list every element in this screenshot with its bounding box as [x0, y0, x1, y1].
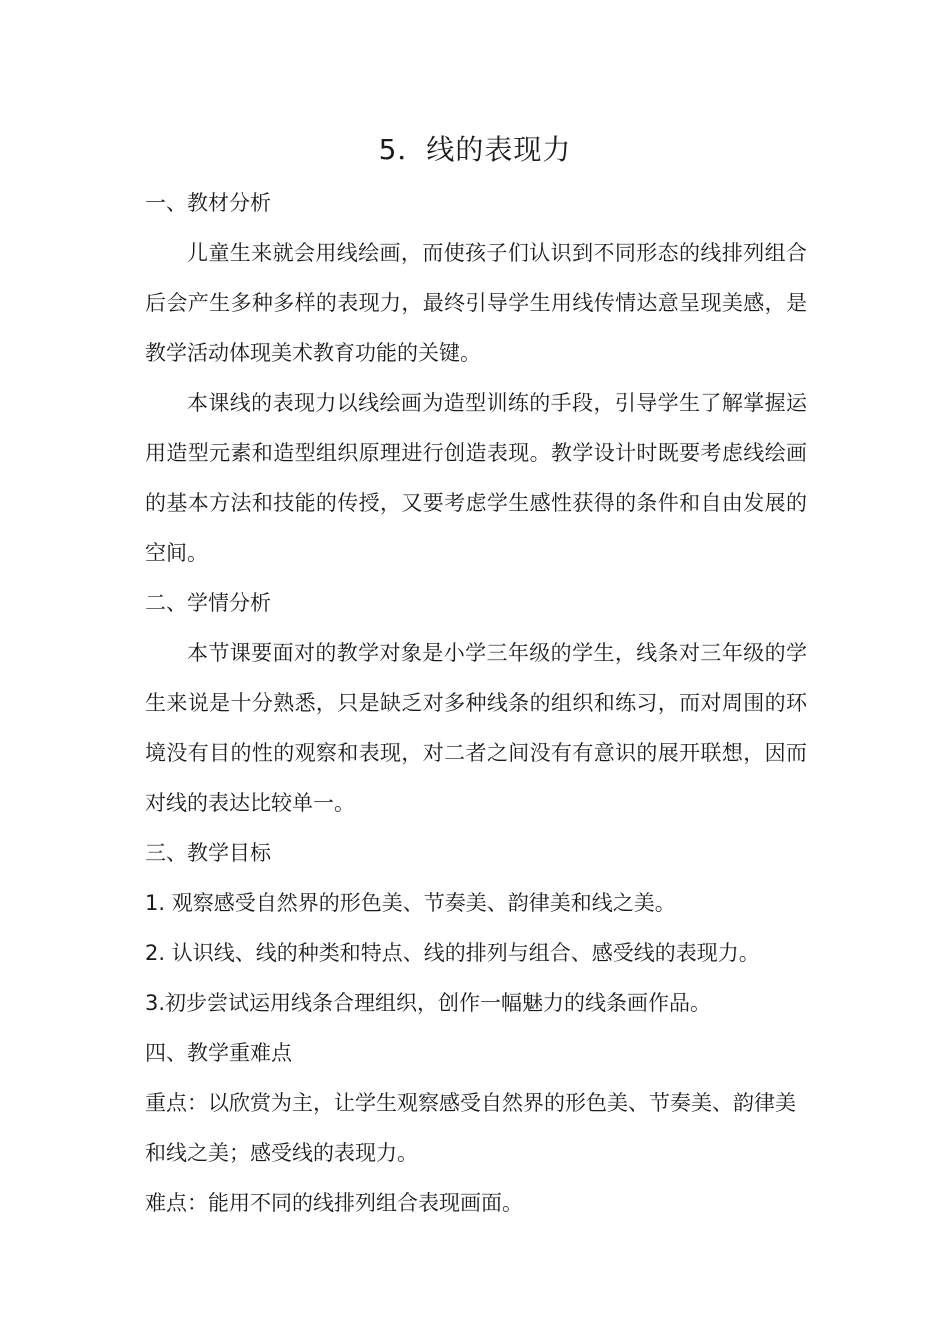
section-heading-key-points: 四、教学重难点 — [145, 1041, 292, 1065]
document-body — [145, 178, 807, 1228]
goal-item-3: 3.初步尝试运用线条合理组织，创作一幅魅力的线条画作品。 — [145, 991, 712, 1015]
paragraph-textbook-analysis-1: 儿童生来就会用线绘画，而使孩子们认识到不同形态的线排列组合后会产生多种多样的表现力，最终引导学生用线传情达意呈现美感，是教学活动体现美术教育功能的关键。 — [145, 241, 807, 365]
paragraph-student-analysis: 本节课要面对的教学对象是小学三年级的学生，线条对三年级的学生来说是十分熟悉，只是缺乏对多种线条的组织和练习，而对周围的环境没有目的性的观察和表现，对二者之间没有有意识的展开联想，因而对线的表达比较单一。 — [145, 641, 807, 815]
page-title: 5．线的表现力 — [378, 133, 572, 166]
section-heading-student-analysis: 二、学情分析 — [145, 591, 271, 615]
goal-item-2: 2. 认识线、线的种类和特点、线的排列与组合、感受线的表现力。 — [145, 941, 760, 965]
section-heading-teaching-goals: 三、教学目标 — [145, 841, 271, 865]
goal-item-1: 1. 观察感受自然界的形色美、节奏美、韵律美和线之美。 — [145, 891, 676, 915]
difficulty-point-text: 难点：能用不同的线排列组合表现画面。 — [145, 1191, 523, 1215]
section-heading-textbook-analysis: 一、教材分析 — [145, 191, 271, 215]
paragraph-textbook-analysis-2: 本课线的表现力以线绘画为造型训练的手段，引导学生了解掌握运用造型元素和造型组织原理进行创造表现。教学设计时既要考虑线绘画的基本方法和技能的传授，又要考虑学生感性获得的条件和自由发展的空间。 — [145, 391, 807, 565]
key-point-text: 重点：以欣赏为主，让学生观察感受自然界的形色美、节奏美、韵律美和线之美；感受线的表现力。 — [145, 1091, 796, 1165]
